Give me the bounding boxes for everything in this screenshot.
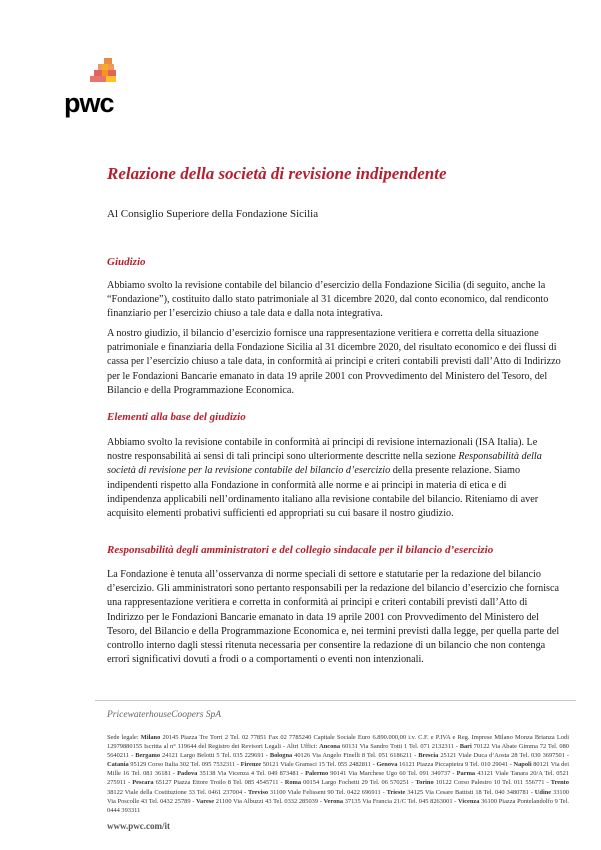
- legal-text-segment: 34125 Via Cesare Battisti 18 Tel. 040 3480781 -: [405, 788, 535, 796]
- legal-text-segment: 38122 Viale della Costituzione 33 Tel. 0461 237004 -: [107, 788, 249, 796]
- office-city: Palermo: [305, 770, 329, 778]
- footer-company-name: PricewaterhouseCoopers SpA: [107, 710, 222, 720]
- elementi-paragraph: [107, 436, 562, 521]
- legal-text-segment: 36100 Piazza Pontelandolfo 9 Tel. 0444 393311: [107, 797, 570, 814]
- legal-text-segment: 80121 Via dei Mille 16 Tel. 081 36181 -: [107, 761, 569, 778]
- legal-text-segment: 50121 Viale Gramsci 15 Tel. 055 2482811 -: [261, 761, 377, 769]
- office-city: Ancona: [319, 743, 341, 751]
- office-city: Napoli: [513, 761, 532, 769]
- pwc-logo: [64, 58, 136, 120]
- office-city: Vicenza: [458, 797, 480, 805]
- legal-text-segment: 43121 Viale Tanara 20/A Tel. 0521 275911 -: [107, 770, 569, 787]
- legal-text-segment: 35138 Via Vicenza 4 Tel. 049 873481 -: [197, 770, 306, 778]
- section-heading-giudizio: Giudizio: [107, 256, 146, 268]
- office-city: Firenze: [240, 761, 262, 769]
- office-city: Verona: [323, 797, 344, 805]
- responsabilita-paragraph: La Fondazione è tenuta all’osservanza di norme speciali di settore e statutarie per la redazione del bilancio d’esercizio. Gli amministratori sono pertanto responsabili per la redazione del bilancio d’esercizio che fornisca una rappresentazione veritiera e corretta in conformità ai principi e criteri contabili previsti dall’Atto di Indirizzo per le Fondazioni Bancarie emanato in data 19 aprile 2001 con Provvedimento del Ministero del Tesoro, del Bilancio e della Programmazione Economica e, nei termini previsti dalla legge, per quella parte del controllo interno dagli stessi ritenuta necessaria per consentire la redazione di un bilancio che non contenga errori significativi dovuti a frodi o a comportamenti o eventi non intenzionali.: [107, 569, 560, 666]
- footer-website: www.pwc.com/it: [107, 821, 170, 831]
- section-heading-responsabilita: Responsabilità degli amministratori e del collegio sindacale per il bilancio d’esercizio: [107, 544, 494, 556]
- legal-text-segment: 90141 Via Marchese Ugo 60 Tel. 091 349737 -: [328, 770, 457, 778]
- office-city: Brescia: [418, 752, 439, 760]
- office-city: Treviso: [248, 788, 269, 796]
- legal-text-segment: 31100 Viale Felissent 90 Tel. 0422 696911 -: [268, 788, 387, 796]
- pwc-logo-wordmark: pwc: [64, 88, 114, 118]
- legal-text-segment: 60131 Via Sandro Totti 1 Tel. 071 2132311 -: [340, 743, 460, 751]
- legal-text-segment: 33100 Via Poscolle 43 Tel. 0432 25789 -: [107, 788, 569, 805]
- office-city: Bergamo: [135, 752, 161, 760]
- legal-text-segment: 95129 Corso Italia 302 Tel. 095 7532311 -: [128, 761, 241, 769]
- office-city: Genova: [376, 761, 398, 769]
- giudizio-paragraph-2: A nostro giudizio, il bilancio d’esercizio fornisce una rappresentazione veritiera e corretta della situazione patrimoniale e finanziaria della Fondazione Sicilia al 31 dicembre 2020, del risultato economico e dei flussi di cassa per l’esercizio chiuso a tale data, in conformità ai principi e criteri contabili previsti dall’Atto di Indirizzo per le Fondazioni Bancarie emanato in data 19 aprile 2001 con Provvedimento del Ministero del Tesoro, del Bilancio e della Programmazione Economica.: [107, 328, 561, 396]
- footer-divider: [95, 700, 576, 701]
- section-heading-elementi: Elementi alla base del giudizio: [107, 411, 246, 423]
- legal-text-segment: 00154 Largo Fochetti 29 Tel. 06 570251 -: [301, 779, 416, 787]
- office-city: Padova: [177, 770, 198, 778]
- office-city: Trento: [550, 779, 570, 787]
- office-city: Trieste: [386, 788, 406, 796]
- elementi-text-before: Abbiamo svolto la revisione contabile in conformità ai principi di revisione internazionali (ISA Italia). Le nostre responsabilità ai sensi di tali principi sono ulteriormente descritte nella sezione: [107, 437, 538, 463]
- legal-text-segment: 10122 Corso Palestro 10 Tel. 011 556771 -: [433, 779, 551, 787]
- legal-text-segment: 20145 Piazza Tre Torri 2 Tel. 02 77851 Fax 02 7785240 Capitale Sociale Euro 6.890.000,00 i.v. C.F. e P.IVA e Reg. Imprese Milano Monza Brianza Lodi 12979880155 Iscritta al n° 119644 del Registro dei Revisori Legali - Altri Uffici:: [107, 734, 569, 751]
- legal-text-segment: 24121 Largo Belotti 5 Tel. 035 229691 -: [160, 752, 270, 760]
- office-city: Pescara: [132, 779, 154, 787]
- legal-text-segment: Sede legale:: [107, 734, 141, 741]
- legal-text-segment: 65127 Piazza Ettore Troilo 8 Tel. 085 4545711 -: [153, 779, 285, 787]
- giudizio-paragraph-1: Abbiamo svolto la revisione contabile del bilancio d’esercizio della Fondazione Sicilia (di seguito, anche la “Fondazione”), costituito dallo stato patrimoniale al 31 dicembre 2020, dal conto economico, dal rendiconto finanziario per l’esercizio chiuso a tale data e dalla nota integrativa.: [107, 280, 549, 320]
- office-city: Parma: [456, 770, 476, 778]
- addressee: Al Consiglio Superiore della Fondazione Sicilia: [107, 208, 319, 220]
- elementi-text-emphasis: Responsabilità della società di revisione per la revisione contabile del bilancio d’esercizio: [107, 451, 542, 477]
- legal-text-segment: 16121 Piazza Piccapietra 9 Tel. 010 29041 -: [397, 761, 514, 769]
- office-city: Catania: [107, 761, 129, 769]
- footer-legal-text: [107, 733, 569, 815]
- legal-text-segment: 37135 Via Francia 21/C Tel. 045 8263001 -: [343, 797, 458, 805]
- office-city: Torino: [415, 779, 434, 787]
- office-city: Milano: [140, 734, 161, 741]
- office-city: Varese: [196, 797, 215, 805]
- report-title: Relazione della società di revisione indipendente: [107, 164, 447, 183]
- office-city: Roma: [284, 779, 302, 787]
- legal-text-segment: 25121 Viale Duca d’Aosta 28 Tel. 030 3697501 -: [438, 752, 570, 760]
- office-city: Udine: [534, 788, 552, 796]
- office-city: Bologna: [269, 752, 293, 760]
- legal-text-segment: 70122 Via Abate Gimma 72 Tel. 080 5640211 -: [107, 743, 569, 760]
- elementi-text-after: della presente relazione. Siamo indipendenti rispetto alla Fondazione in conformità alle norme e ai principi in materia di etica e di indipendenza applicabili nell’ordinamento italiano alla revisione contabile del bilancio. Riteniamo di aver acquisito elementi probativi sufficienti ed appropriati su cui basare il nostro giudizio.: [107, 465, 539, 520]
- office-city: Bari: [459, 743, 472, 751]
- legal-text-segment: 40126 Via Angelo Finelli 8 Tel. 051 6186211 -: [292, 752, 419, 760]
- legal-text-segment: 21100 Via Albuzzi 43 Tel. 0332 285039 -: [214, 797, 324, 805]
